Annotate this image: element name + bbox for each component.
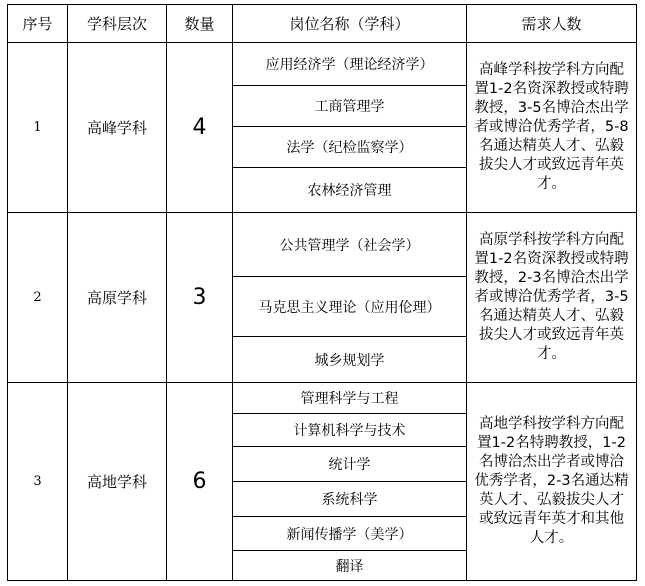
- header-position: 岗位名称（学科）: [289, 15, 410, 33]
- header-level: 学科层次: [86, 15, 147, 33]
- position-item: 新闻传播学（美学）: [286, 526, 413, 543]
- row-level: 高地学科: [86, 473, 147, 491]
- demand-text: 高峰学科按学科方向配置1-2名资深教授或特聘教授，3-5名博洽杰出学者或博洽优秀学者，5-8名通达精英人才、弘毅拔尖人才或致远青年英才。: [474, 62, 629, 192]
- position-item: 系统科学: [321, 492, 378, 508]
- position-item: 城乡规划学: [314, 352, 385, 369]
- position-item: 应用经济学（理论经济学）: [265, 57, 434, 73]
- position-item: 管理科学与工程: [300, 391, 399, 407]
- row-count: 6: [192, 469, 207, 494]
- position-item: 统计学: [328, 457, 371, 473]
- recruitment-table: [7, 4, 637, 581]
- row-seq: 1: [33, 120, 42, 135]
- position-item: 马克思主义理论（应用伦理）: [258, 299, 441, 316]
- row-count: 4: [192, 115, 207, 140]
- header-demand: 需求人数: [521, 15, 582, 33]
- position-item: 翻译: [335, 558, 364, 575]
- row-level: 高原学科: [86, 289, 147, 307]
- row-seq: 2: [33, 290, 42, 305]
- position-item: 公共管理学（社会学）: [279, 237, 420, 254]
- position-item: 计算机科学与技术: [293, 423, 406, 439]
- position-item: 工商管理学: [314, 99, 385, 115]
- row-seq: 3: [33, 474, 42, 489]
- header-seq: 序号: [22, 15, 53, 33]
- header-count: 数量: [184, 15, 215, 33]
- row-count: 3: [192, 285, 207, 310]
- demand-text: 高地学科按学科方向配置1-2名特聘教授，1-2名博洽杰出学者或博洽优秀学者，2-3名通达精英人才、弘毅拔尖人才或致远青年英才和其他人才。: [474, 416, 629, 546]
- row-level: 高峰学科: [86, 119, 147, 137]
- position-item: 法学（纪检监察学）: [286, 140, 413, 156]
- position-item: 农林经济管理: [307, 183, 392, 199]
- demand-text: 高原学科按学科方向配置1-2名资深教授或特聘教授，2-3名博洽杰出学者或博洽优秀学者，3-5名通达精英人才、弘毅拔尖人才或致远青年英才。: [474, 232, 629, 362]
